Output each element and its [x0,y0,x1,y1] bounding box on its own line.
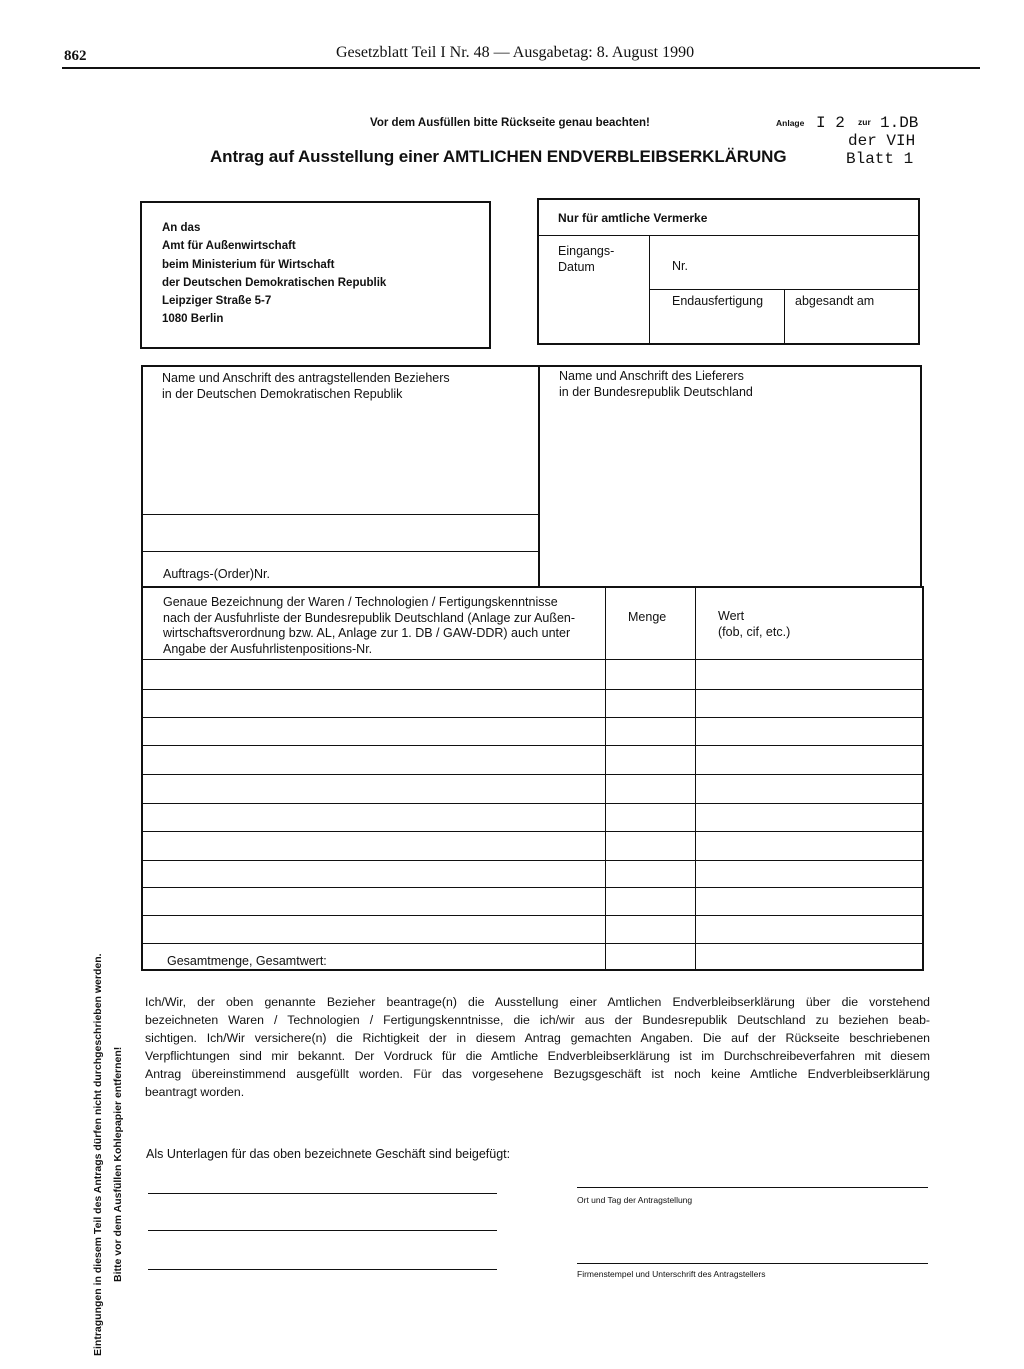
address-line: An das [162,222,201,234]
gazette-title: Gesetzblatt Teil I Nr. 48 — Ausgabetag: 8. August 1990 [336,44,695,61]
goods-description-header [163,595,575,657]
abgesandt-field[interactable]: abgesandt am [795,294,875,308]
wert-line: Wert [718,609,745,623]
goods-header-line: wirtschaftsverordnung bzw. AL, Anlage zur 1. DB / GAW-DDR) auch unter [163,626,571,640]
endausfertigung-field[interactable]: Endausfertigung [672,294,764,308]
nr-field[interactable]: Nr. [672,259,688,273]
datum-line: Datum [558,260,595,274]
goods-row-line [142,943,923,944]
supplier-label-line: in der Bundesrepublik Deutschland [559,385,753,399]
attachment-line-1[interactable] [148,1193,497,1194]
attachments-label: Als Unterlagen für das oben bezeichnete Geschäft sind beigefügt: [146,1147,511,1161]
address-line: beim Ministerium für Wirtschaft [162,258,335,271]
declaration-text [145,993,930,1101]
menge-header: Menge [628,610,667,624]
supplier-label-line: Name und Anschrift des Lieferers [559,369,744,383]
anlage-value: I 2 [816,114,845,132]
applicant-field[interactable] [162,370,450,402]
goods-row-line [142,659,923,660]
goods-row-line [142,689,923,690]
declaration-line: beantragt worden. [145,1085,245,1099]
parties-divider [538,365,540,588]
applicant-label-line: in der Deutschen Demokratischen Republik [162,387,403,401]
declaration-line: Ich/Wir, der oben genannte Bezieher beantrage(n) die Ausstellung einer Amtlichen Endverbleibserklärung über die vorstehend [145,995,930,1009]
official-inner-vertical [784,289,785,344]
header-rule [62,67,980,69]
instruction-note: Vor dem Ausfüllen bitte Rückseite genau beachten! [370,117,650,129]
eingang-label [558,243,614,275]
goods-col-divider-1 [605,587,606,970]
declaration-line: Antrag übereinstimmend ausgefüllt worden. Für das vorgesehene Bezugsgeschäft ist noch keine Amtliche Endverbleibserklärung [145,1067,930,1081]
goods-row-line [142,887,923,888]
order-number-field[interactable]: Auftrags-(Order)Nr. [163,567,270,581]
address-line: der Deutschen Demokratischen Republik [162,276,387,289]
form-title: Antrag auf Ausstellung einer AMTLICHEN ENDVERBLEIBSERKLÄRUNG [210,147,787,166]
authority-address [162,219,386,329]
declaration-line: sichtigen. Ich/Wir versichere(n) die Richtigkeit der in diesem Antrag gemachten Angaben. Die auf der Rückseite beschriebenen [145,1031,930,1045]
goods-row-line [142,803,923,804]
side-note-carbon-copy: Eintragungen in diesem Teil des Antrags dürfen nicht durchgeschrieben werden. [92,953,104,1356]
side-note-carbon-paper: Bitte vor dem Ausfüllen Kohlepapier entfernen! [112,1046,124,1282]
page-number: 862 [64,48,87,64]
goods-header-line: Genaue Bezeichnung der Waren / Technologien / Fertigungskenntnisse [163,595,558,609]
attachment-line-2[interactable] [148,1230,497,1231]
supplier-field[interactable] [559,368,753,400]
place-date-line[interactable] [577,1187,928,1188]
eingang-line: Eingangs- [558,244,615,258]
goods-col-divider-2 [695,587,696,970]
address-line: Amt für Außenwirtschaft [162,240,296,253]
attachment-line-3[interactable] [148,1269,497,1270]
declaration-line: bezeichneten Waren / Technologien / Fertigungskenntnisse, die ich/wir aus der Bundesrepublik Deutschland zu beziehen beab- [145,1013,930,1027]
official-divider [538,235,919,236]
goods-header-line: Angabe der Ausfuhrlistenpositions-Nr. [163,641,373,656]
zur-label: zur [858,117,871,127]
anlage-label: Anlage [776,118,805,128]
goods-row-line [142,860,923,861]
reference-line-2: der VIH [848,132,916,150]
declaration-line: Verpflichtungen sind mir bekannt. Der Vordruck für die Amtliche Endverbleibserklärung ist im Durchschreibeverfahren mit diesem [145,1049,930,1063]
goods-row-line [142,774,923,775]
applicant-line-1 [142,514,538,515]
goods-row-line [142,831,923,832]
official-remarks-heading: Nur für amtliche Vermerke [558,211,708,225]
address-line: 1080 Berlin [162,313,224,326]
signature-label: Firmenstempel und Unterschrift des Antragstellers [577,1269,766,1279]
wert-header [718,608,790,640]
applicant-label-line: Name und Anschrift des antragstellenden Beziehers [162,371,450,385]
address-line: Leipziger Straße 5-7 [162,295,272,308]
goods-row-line [142,915,923,916]
goods-row-line [142,717,923,718]
reference-line-3: Blatt 1 [846,150,914,168]
goods-header-line: nach der Ausfuhrliste der Bundesrepublik Deutschland (Anlage zur Außen- [163,610,576,625]
signature-line[interactable] [577,1263,928,1264]
total-field[interactable]: Gesamtmenge, Gesamtwert: [167,954,327,968]
applicant-line-2 [142,551,538,552]
reference-line-1: 1.DB [880,114,919,132]
place-date-label: Ort und Tag der Antragstellung [577,1195,693,1205]
goods-row-line [142,745,923,746]
wert-line: (fob, cif, etc.) [718,625,791,639]
